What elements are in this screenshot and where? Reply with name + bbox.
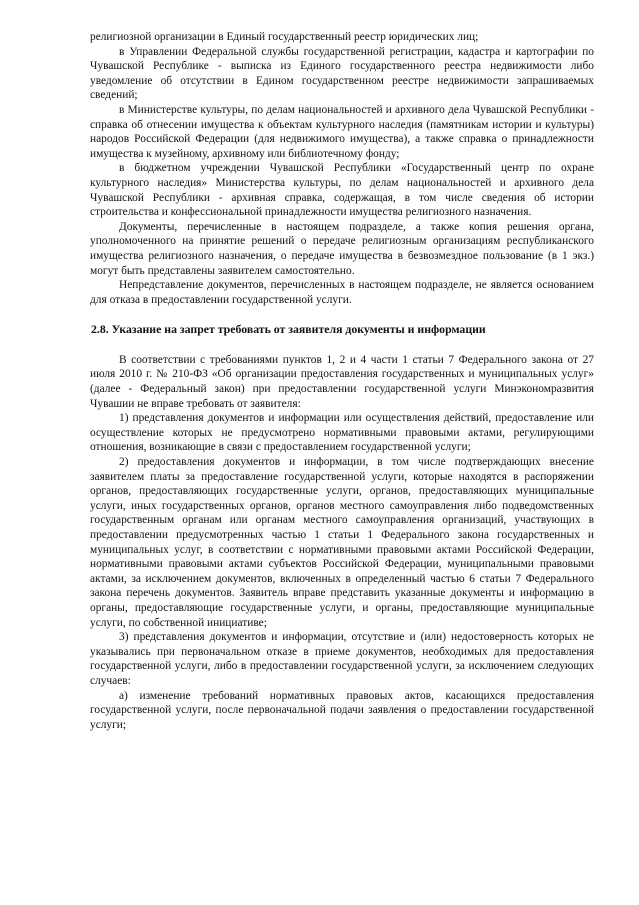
paragraph-federal-law: В соответствии с требованиями пунктов 1, 2 и 4 части 1 статьи 7 Федерального закона от 27 июля 2010 г. № 210-ФЗ «Об организации предоставления государственных и муниципальных услуг» (далее - Федеральный закон) при предоставлении государственной услуги Минэкономразвития Чувашии не вправе требовать от заявителя: (90, 353, 594, 410)
paragraph-documents-self: Документы, перечисленные в настоящем подразделе, а также копия решения органа, уполномоченного на принятие решений о передаче религиозным организациям республиканского имущества религиозного назначения, о передаче имущества в безвозмездное пользование (в 1 экз.) могут быть представлены заявителем самостоятельно. (90, 220, 594, 277)
paragraph-ministry-culture: в Министерстве культуры, по делам национальностей и архивного дела Чувашской Республики - справка об отнесении имущества к объектам культурного наследия (памятникам истории и культуры) народов Российской Федерации (для недвижимого имущества), а также справка о принадлежности имущества к музейному, архивному или библиотечному фонду; (90, 103, 594, 160)
paragraph-heritage-center: в бюджетном учреждении Чувашской Республики «Государственный центр по охране культурного наследия» Министерства культуры, по делам национальностей и архивного дела Чувашской Республики - архивная справка, содержащая, в том числе сведения об истории строительства и конфессиональной принадлежности имущества религиозного назначения. (90, 162, 594, 219)
paragraph-rosreestr: в Управлении Федеральной службы государственной регистрации, кадастра и картографии по Чувашской Республике - выписка из Единого государственного реестра недвижимости либо уведомление об отсутствии в Едином государственном реестре недвижимости запрашиваемых сведений; (90, 45, 594, 102)
paragraph-continuation: религиозной организации в Единый государственный реестр юридических лиц; (90, 31, 479, 43)
paragraph-non-submission: Непредставление документов, перечисленных в настоящем подразделе, не является основанием для отказа в предоставлении государственной услуги. (90, 279, 594, 306)
list-item-3a: а) изменение требований нормативных правовых актов, касающихся предоставления государственной услуги, после первоначальной подачи заявления о предоставлении государственной услуги; (90, 689, 594, 731)
document-page (90, 30, 594, 732)
list-item-3: 3) представления документов и информации, отсутствие и (или) недостоверность которых не указывались при первоначальном отказе в приеме документов, необходимых для предоставления государственной услуги, либо в предоставлении государственной услуги, за исключением следующих случаев: (90, 631, 594, 687)
section-heading-2-8: 2.8. Указание на запрет требовать от заявителя документы и информации (91, 322, 486, 337)
list-item-1: 1) представления документов и информации или осуществления действий, предоставление или осуществление которых не предусмотрено нормативными правовыми актами, регулирующими отношения, возникающие в связи с предоставлением государственной услуги; (90, 412, 594, 454)
list-item-2: 2) предоставления документов и информации, в том числе подтверждающих внесение заявителем платы за предоставление государственной услуги, которые находятся в распоряжении органов, предоставляющих государственные услуги, органов, предоставляющих муниципальные услуги, иных государственных органов, органов местного самоуправления либо подведомственных государственным органам или органам местного самоуправления организаций, участвующих в предоставлении предусмотренных частью 1 статьи 1 Федерального закона государственных и муниципальных услуг, в соответствии с нормативными правовыми актами Российской Федерации, нормативными правовыми актами субъектов Российской Федерации, муниципальными правовыми актами, за исключением документов, включенных в определенный частью 6 статьи 7 Федерального закона перечень документов. Заявитель вправе представить указанные документы и информацию в органы, предоставляющие государственные услуги, и органы, предоставляющие муниципальные услуги, по собственной инициативе; (90, 456, 594, 629)
